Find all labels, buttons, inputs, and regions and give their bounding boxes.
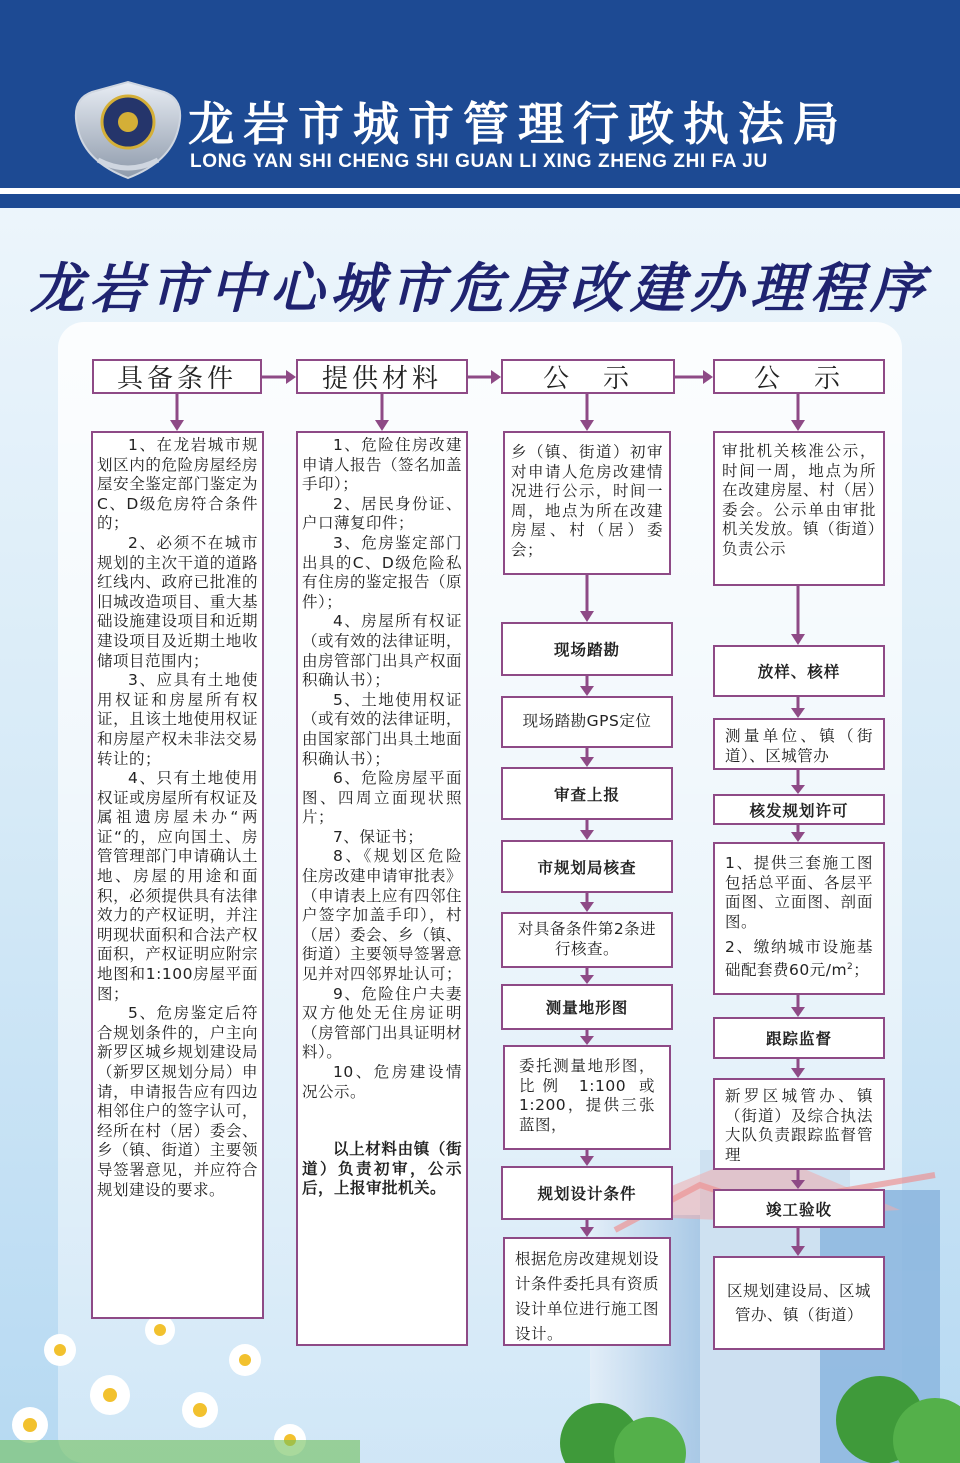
material-item: 3、危房鉴定部门出具的C、D级危险私有住房的鉴定报告（原件）； xyxy=(302,533,463,611)
material-item: 8、《规划区危险住房改建申请审批表》（申请表上应有四邻住户签字加盖手印），村（居）委会、乡（镇、街道）主要领导签署意见并对四邻界址认可； xyxy=(302,847,463,984)
page-title: 龙岩市中心城市危房改建办理程序 xyxy=(30,256,930,320)
tracking-supervision-detail: 新罗区城管办、镇（街道）及综合执法大队负责跟踪监督管理 xyxy=(713,1078,885,1170)
permit-item: 1、提供三套施工图包括总平面、各层平面图、立面图、剖面图。 xyxy=(725,854,873,931)
completion-acceptance-detail: 区规划建设局、区城管办、镇（街道） xyxy=(713,1256,885,1350)
gps-positioning-box: 现场踏勘GPS定位 xyxy=(501,696,673,748)
material-item: 7、保证书； xyxy=(333,827,424,846)
requirements-list xyxy=(91,431,264,1319)
stage-site-survey: 现场踏勘 xyxy=(501,622,673,676)
city-check-detail: 对具备条件第2条进行核查。 xyxy=(501,912,673,968)
material-item: 10、危房建设情况公示。 xyxy=(302,1063,462,1101)
material-item: 9、危险住户夫妻双方他处无住房证明（房管部门出具证明材料）。 xyxy=(302,984,463,1062)
approval-publicity-box: 审批机关核准公示，时间一周，地点为所在改建房屋、村（居）委会。公示单由审批机关发放。镇（街道）负责公示 xyxy=(713,431,885,586)
material-item: 2、居民身份证、户口薄复印件； xyxy=(302,494,462,533)
stage-staking-check: 放样、核样 xyxy=(713,645,885,697)
agency-pinyin-subtitle: LONG YAN SHI CHENG SHI GUAN LI XING ZHENG ZHI FA JU xyxy=(190,151,768,172)
topographic-survey-detail: 委托测量地形图，比例 1:100 或1:200，提供三张蓝图， xyxy=(503,1045,671,1150)
requirement-item: 3、应具有土地使用权证和房屋所有权证，且该土地使用权证和房屋产权未非法交易转让的； xyxy=(97,671,258,768)
requirement-item: 4、只有土地使用权证或房屋所有权证及属祖遗房屋未办“两证“的，应向国土、房管管理部门申请确认土地、房屋的用途和面积，必须提供具有法律效力的产权证明，并注明现状面积和合法产权面积，产权证明应附宗地图和1:100房屋平面图； xyxy=(97,769,258,1003)
permit-item: 2、缴纳城市设施基础配套费60元$/m^2$； xyxy=(725,938,873,980)
material-item: 1、危险住房改建申请人报告（签名加盖手印）； xyxy=(302,436,463,494)
requirement-item: 1、在龙岩城市规划区内的危险房屋经房屋安全鉴定部门鉴定为C、D级危房符合条件的； xyxy=(97,436,258,533)
stage-completion-acceptance: 竣工验收 xyxy=(713,1189,885,1228)
agency-title: 龙岩市城市管理行政执法局 xyxy=(188,97,848,151)
heading-requirements: 具备条件 xyxy=(92,359,262,394)
material-item: 5、土地使用权证（或有效的法律证明，由国家部门出具土地面积确认书）； xyxy=(302,690,463,768)
heading-publicity-2: 公 示 xyxy=(713,359,885,394)
requirement-item: 5、危房鉴定后符合规划条件的，户主向新罗区城乡规划建设局（新罗区规划分局）申请，申请报告应有四边相邻住户的签字认可，经所在村（居）委会、乡（镇、街道）主要领导签署意见，并应符合规划建设的要求。 xyxy=(97,1004,258,1199)
stage-review-report: 审查上报 xyxy=(501,767,673,820)
heading-materials: 提供材料 xyxy=(296,359,468,394)
heading-publicity-1: 公 示 xyxy=(501,359,675,394)
design-conditions-detail: 根据危房改建规划设计条件委托具有资质设计单位进行施工图设计。 xyxy=(503,1237,671,1346)
stage-planning-permit: 核发规划许可 xyxy=(713,794,885,825)
planning-permit-detail xyxy=(713,842,885,995)
materials-list xyxy=(296,431,468,1346)
stage-topographic-survey: 测量地形图 xyxy=(501,984,673,1030)
stage-tracking-supervision: 跟踪监督 xyxy=(713,1017,885,1059)
staking-detail: 测量单位、镇（街道）、区城管办 xyxy=(713,718,885,770)
stage-planning-design-conditions: 规划设计条件 xyxy=(501,1166,673,1220)
town-publicity-box: 乡（镇、街道）初审对申请人危房改建情况进行公示，时间一周，地点为所在改建房屋、村（居）委会； xyxy=(503,431,671,575)
materials-note: 以上材料由镇（街道）负责初审，公示后，上报审批机关。 xyxy=(302,1140,462,1198)
material-item: 4、房屋所有权证（或有效的法律证明，由房管部门出具产权面积确认书）； xyxy=(302,612,463,690)
requirement-item: 2、必须不在城市规划的主次干道的道路红线内、政府已批准的旧城改造项目、重大基础设施建设项目和近期建设项目及近期土地收储项目范围内； xyxy=(97,533,258,670)
stage-city-planning-check: 市规划局核查 xyxy=(501,840,673,893)
material-item: 6、危险房屋平面图、四周立面现状照片； xyxy=(302,769,462,827)
